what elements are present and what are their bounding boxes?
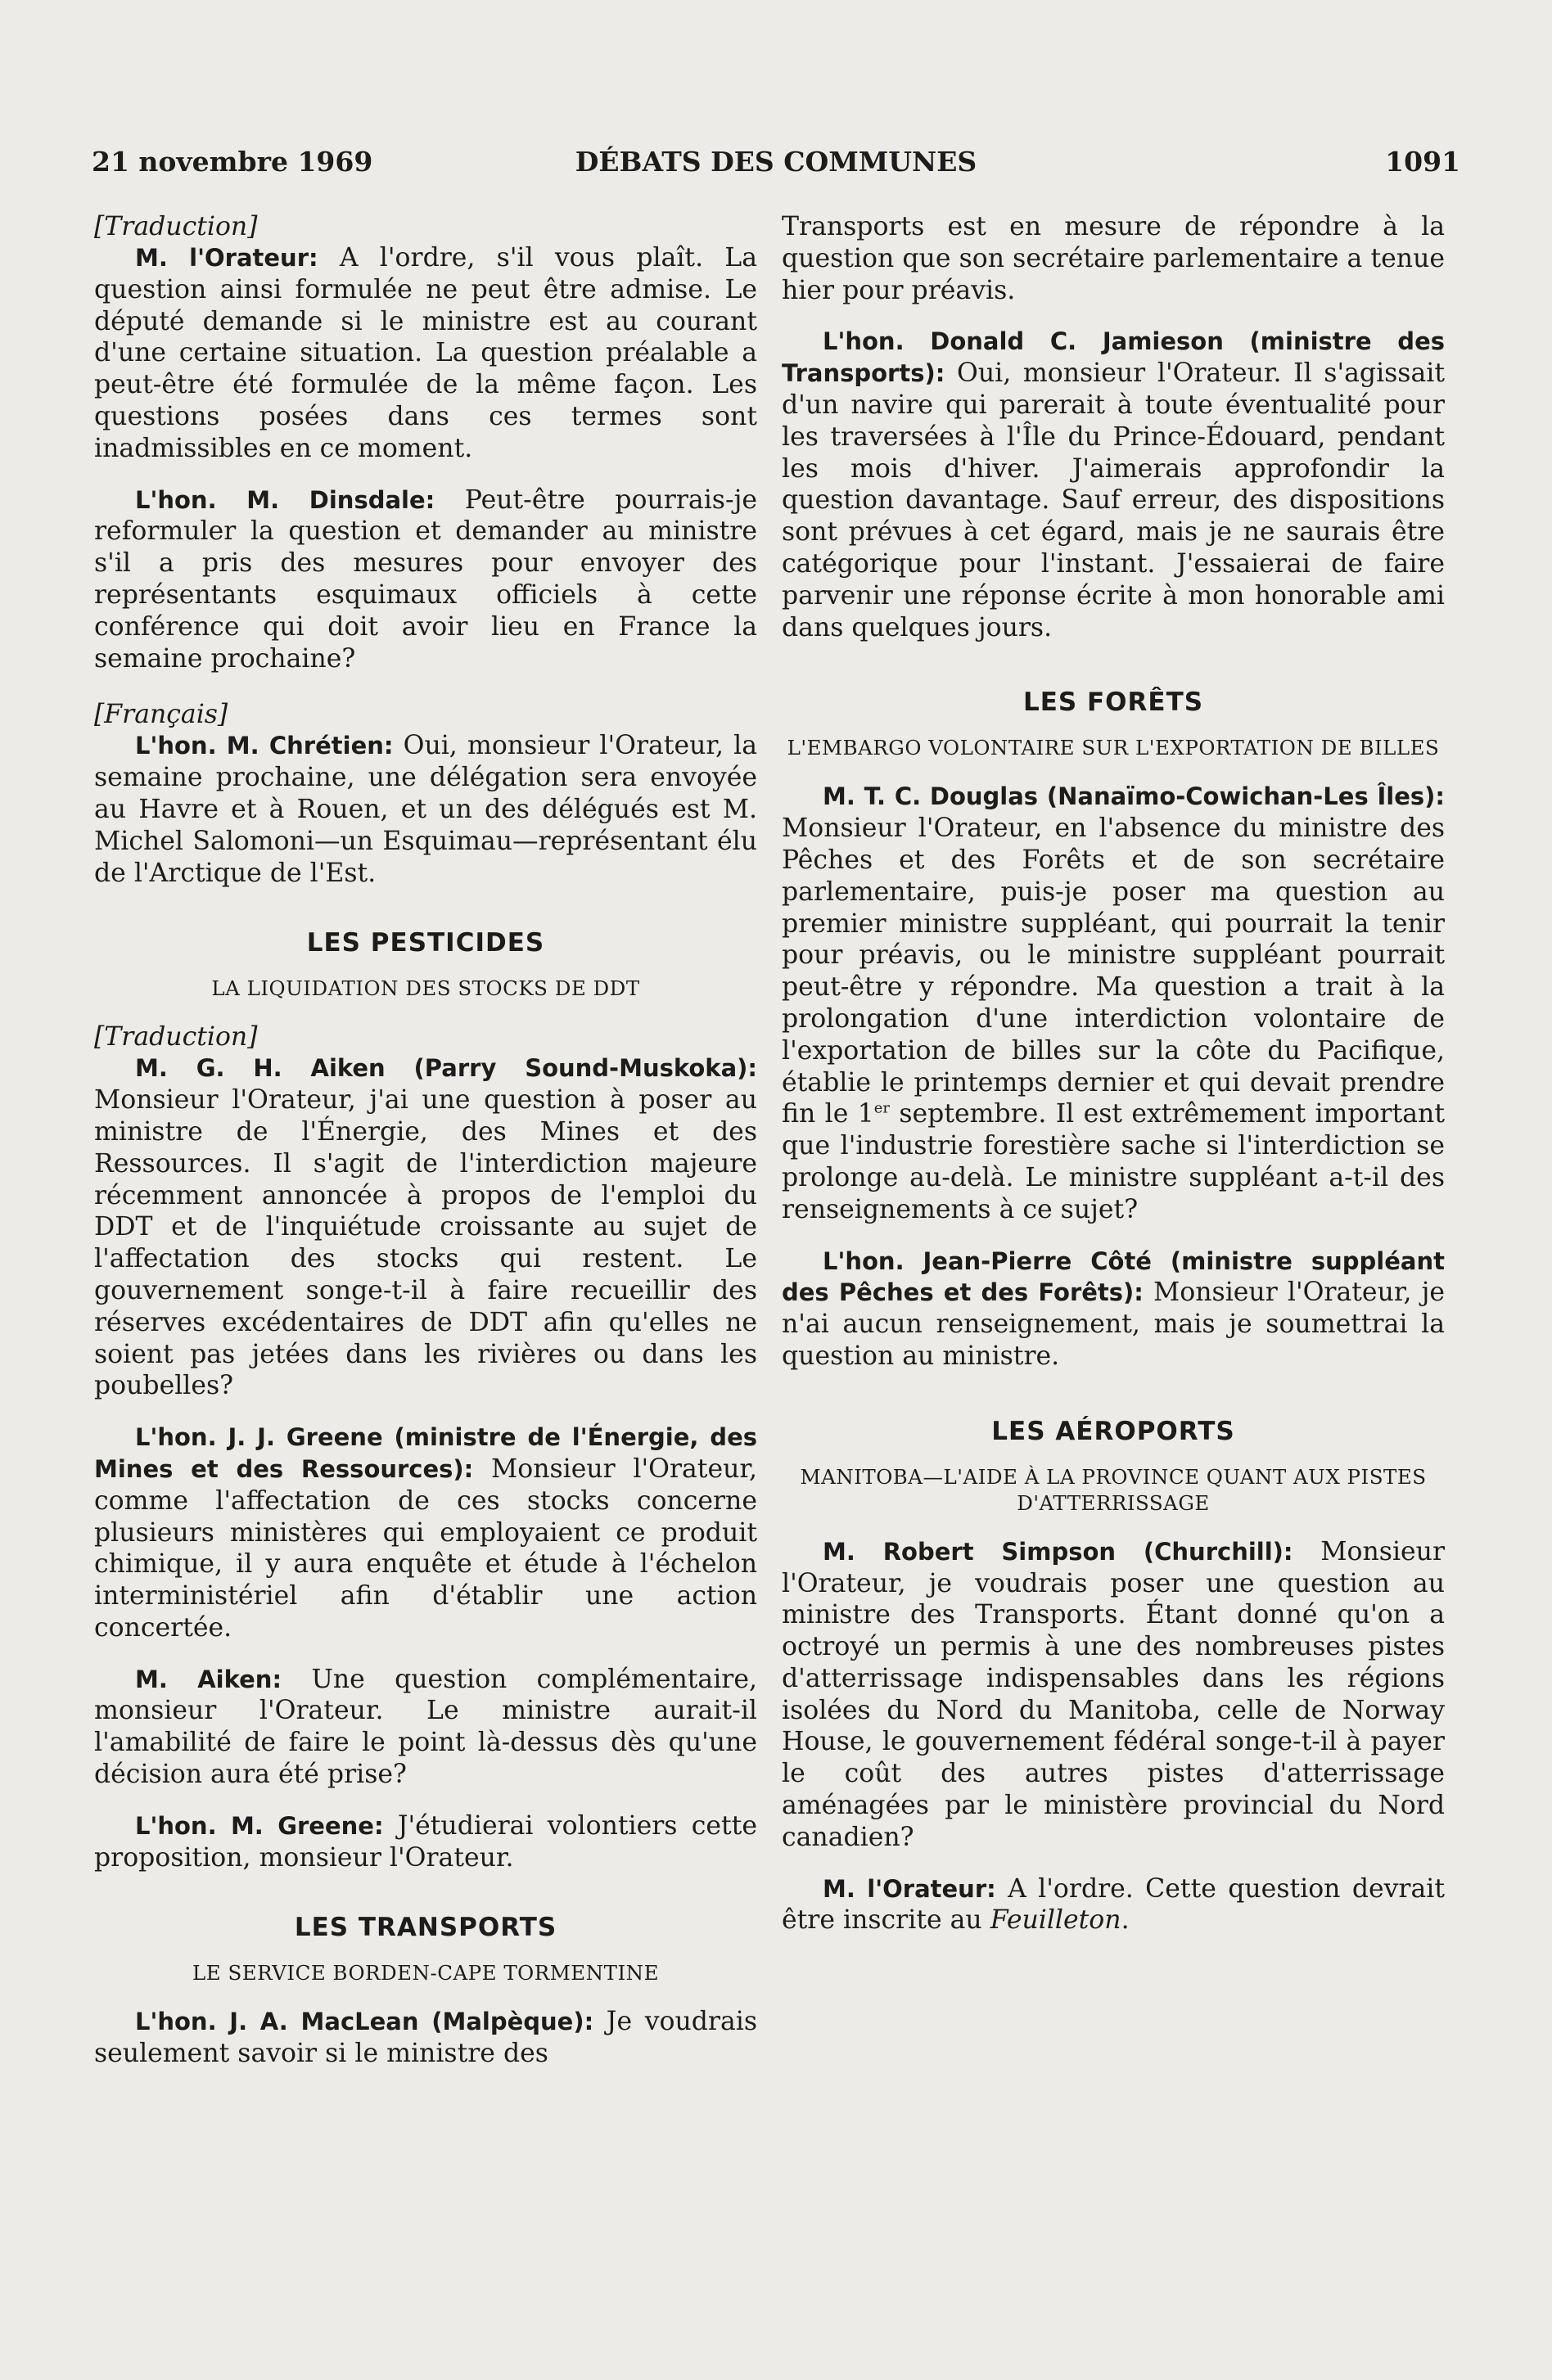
paragraph-text: Peut-être pourrais-je reformuler la question et demander au ministre s'il a pris des mesures pour envoyer des représentants esquimaux officiels à cette conférence qui doit avoir lieu en France la semaine prochaine? [94,485,757,674]
paragraph-text: Oui, monsieur l'Orateur. Il s'agissait d'un navire qui parerait à toute éventualité pour les traversées à l'Île du Prince-Édouard, pendant les mois d'hiver. J'aimerais approfondir la question davantage. Sauf erreur, des dispositions sont prévues à cet égard, mais je ne saurais être catégorique pour l'instant. J'essaierai de faire parvenir une réponse écrite à mon honorable ami dans quelques jours. [782,358,1445,642]
paragraph-text: septembre. Il est extrêmement important que l'industrie forestière sache si l'interdiction se prolonge au-delà. Le ministre suppléant a-t-il des renseignements à ce sujet? [782,1099,1445,1224]
emphasis-text: Feuilleton [990,1905,1121,1936]
speaker-name: M. Aiken: [135,1665,282,1693]
paragraph [782,1873,1445,1937]
paragraph [782,1536,1445,1854]
language-note: [Français] [94,700,228,730]
paragraph-text: Transports est en mesure de répondre à la question que son secrétaire parlementaire a tenue hier pour préavis. [782,212,1445,305]
paragraph [782,211,1445,306]
speaker-name: M. l'Orateur: [823,1874,996,1903]
paragraph-text: J'étudierai volontiers cette proposition, monsieur l'Orateur. [94,1810,757,1873]
paragraph [94,1664,757,1791]
speaker-name: L'hon. J. A. MacLean (Malpèque): [135,2008,594,2036]
paragraph [782,1246,1445,1373]
paragraph [94,1422,757,1644]
paragraph-text: . [1121,1905,1130,1936]
speaker-name: M. Robert Simpson (Churchill): [823,1537,1293,1566]
speaker-name: L'hon. M. Chrétien: [135,732,394,760]
paragraph [94,485,757,675]
paragraph-text: Monsieur l'Orateur, je n'ai aucun renseignement, mais je soumettrai la question au ministre. [782,1278,1445,1371]
paragraph [94,242,757,465]
speaker-name: M. l'Orateur: [135,244,318,272]
speaker-name: L'hon. M. Dinsdale: [135,485,435,514]
paragraph-text: Oui, monsieur l'Orateur, la semaine prochaine, une délégation sera envoyée au Havre et à Rouen, et un des délégués est M. Michel Salomoni—un Esquimau—représentant élu de l'Arctique de l'Est. [94,731,757,888]
section-heading: LES PESTICIDES [306,928,545,958]
header-date: 21 novembre 1969 [92,146,373,178]
speaker-name: M. G. H. Aiken (Parry Sound-Muskoka): [135,1054,757,1083]
superscript: er [873,1099,891,1117]
paragraph [94,730,757,889]
paragraph [94,1053,757,1402]
subsection-heading: MANITOBA—L'AIDE À LA PROVINCE QUANT AUX PISTES D'ATTERRISSAGE [800,1464,1427,1515]
speaker-name: M. T. C. Douglas (Nanaïmo-Cowichan-Les Îles): [823,782,1445,811]
paragraph-text: Une question complémentaire, monsieur l'Orateur. Le ministre aurait-il l'amabilité de faire le point là-dessus dès qu'une décision aura été prise? [94,1664,757,1790]
speaker-name: L'hon. Donald C. Jamieson (ministre des Transports): [782,327,1445,388]
paragraph [94,1810,757,1874]
paragraph-text: A l'ordre, s'il vous plaît. La question ainsi formulée ne peut être admise. Le député demande si le ministre est au courant d'une certaine situation. La question préalable a peut-être été formulée de la même façon. Les questions posées dans ces termes sont inadmissibles en ce moment. [94,243,758,463]
section-heading: LES AÉROPORTS [991,1416,1235,1446]
section-heading: LES TRANSPORTS [294,1913,557,1943]
paragraph-text: Monsieur l'Orateur, j'ai une question à poser au ministre de l'Énergie, des Mines et des Ressources. Il s'agit de l'interdiction majeure récemment annoncée à propos de l'emploi du DDT et de l'inquiétude croissante au sujet de l'affectation des stocks qui restent. Le gouvernement songe-t-il à faire recueillir des réserves excédentaires de DDT afin qu'elles ne soient pas jetées dans les rivières ou dans les poubelles? [94,1085,757,1401]
language-note: [Traduction] [94,212,258,241]
subsection-heading: LE SERVICE BORDEN-CAPE TORMENTINE [192,1961,659,1986]
language-note: [Traduction] [94,1022,258,1053]
paragraph-text: A l'ordre. Cette question devrait être inscrite au [782,1873,1445,1936]
left-column [94,211,757,2070]
speaker-name: L'hon. M. Greene: [135,1811,384,1840]
speaker-name: L'hon. Jean-Pierre Côté (ministre suppléant des Pêches et des Forêts): [782,1246,1445,1307]
paragraph [782,781,1445,1225]
running-head [92,146,1460,187]
paragraph-text: Monsieur l'Orateur, comme l'affectation de ces stocks concerne plusieurs ministères qui employaient ce produit chimique, il y aura enquête et étude à l'échelon interministériel afin d'établir une action concertée. [94,1454,757,1643]
section-heading: LES FORÊTS [1022,687,1204,718]
subsection-heading: LA LIQUIDATION DES STOCKS DE DDT [211,976,640,1001]
paragraph [94,2006,757,2070]
paragraph-text: Monsieur l'Orateur, en l'absence du ministre des Pêches et des Forêts et de son secrétaire parlementaire, puis-je poser ma question au premier ministre suppléant, qui pourrait la tenir pour préavis, ou le ministre suppléant pourrait peut-être y répondre. Ma question a trait à la prolongation d'une interdiction volontaire de l'exportation de billes sur la côte du Pacifique, établie le printemps dernier et qui devait prendre fin le 1 [782,814,1445,1129]
subsection-heading: L'EMBARGO VOLONTAIRE SUR L'EXPORTATION DE BILLES [787,736,1440,760]
header-title: DÉBATS DES COMMUNES [575,146,977,178]
right-column [782,211,1445,1936]
paragraph [782,326,1445,643]
page-number: 1091 [1385,146,1460,178]
paragraph-text: Je voudrais seulement savoir si le ministre des [94,2007,757,2069]
speaker-name: L'hon. J. J. Greene (ministre de l'Énergie, des Mines et des Ressources): [94,1423,757,1483]
paragraph-text: Monsieur l'Orateur, je voudrais poser une question au ministre des Transports. Étant donné qu'on a octroyé un permis à une des nombreuses pistes d'atterrissage indispensables dans les régions isolées du Nord du Manitoba, celle de Norway House, le gouvernement fédéral songe-t-il à payer le coût des autres pistes d'atterrissage aménagées par le ministère provincial du Nord canadien? [782,1536,1446,1852]
